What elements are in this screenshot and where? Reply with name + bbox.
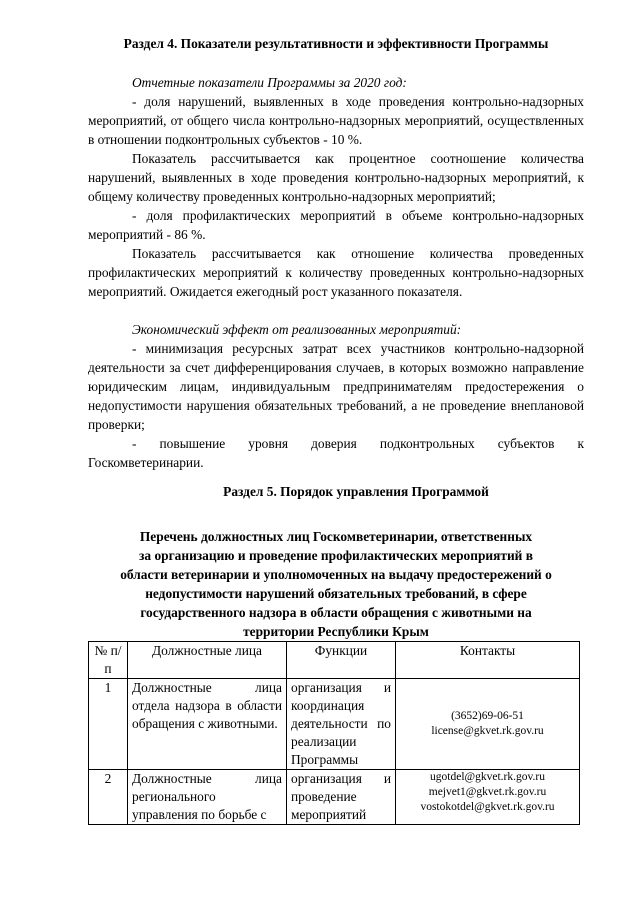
report-heading: Отчетные показатели Программы за 2020 год:	[132, 75, 407, 90]
paragraph-trust-increase: - повышение уровня доверия подконтрольных субъектов к Госкомветеринарии.	[88, 436, 584, 470]
row-persons: Должностные лица отдела надзора в области обращения с животными.	[128, 679, 287, 770]
row-number: 2	[89, 770, 128, 825]
row-functions: организация и проведение мероприятий	[287, 770, 396, 825]
heading-line: Перечень должностных лиц Госкомветеринарии, ответственных	[139, 529, 533, 544]
row-contacts	[396, 770, 580, 825]
section5-title: Раздел 5. Порядок управления Программой	[223, 484, 489, 499]
paragraph-violations-share: - доля нарушений, выявленных в ходе проведения контрольно-надзорных мероприятий, от общего числа контрольно-надзорных мероприятий, осуществленных в отношении подконтрольных субъектов - 10 %.	[88, 94, 584, 147]
row-number: 1	[89, 679, 128, 770]
document-page	[88, 34, 584, 825]
contact-email: license@gkvet.rk.gov.ru	[431, 725, 544, 737]
officials-list-heading	[88, 527, 584, 641]
row-contacts	[396, 679, 580, 770]
table-row	[89, 679, 580, 770]
paragraph-cost-minimization: - минимизация ресурсных затрат всех участников контрольно-надзорной деятельности за счет дифференцирования случаев, в которых возможно направление юридическим лицам, индивидуальным предпринимателям предостережения о недопустимости нарушения обязательных требований, а не проведение внеплановой проверки;	[88, 341, 584, 432]
section4-title: Раздел 4. Показатели результативности и эффективности Программы	[123, 36, 549, 51]
heading-line: недопустимости нарушений обязательных требований, в сфере	[145, 586, 527, 601]
header-functions: Функции	[287, 642, 396, 679]
contact-email: ugotdel@gkvet.rk.gov.ru	[430, 771, 545, 783]
heading-line: государственного надзора в области обращения с животными на	[140, 605, 532, 620]
table-header-row	[89, 642, 580, 679]
contact-phone: (3652)69-06-51	[451, 710, 524, 722]
heading-line: территории Республики Крым	[243, 624, 429, 639]
row-persons: Должностные лица регионального управления по борьбе с	[128, 770, 287, 825]
contact-email: vostokotdel@gkvet.rk.gov.ru	[420, 801, 555, 813]
paragraph-violations-calc: Показатель рассчитывается как процентное соотношение количества нарушений, выявленных в ходе проведения контрольно-надзорных мероприятий, к общему количеству проведенных контрольно-надзорных мероприятий;	[88, 151, 584, 204]
paragraph-preventive-share: - доля профилактических мероприятий в объеме контрольно-надзорных мероприятий - 86 %.	[88, 208, 584, 242]
header-persons: Должностные лица	[128, 642, 287, 679]
officials-table	[88, 641, 580, 825]
header-number: № п/п	[89, 642, 128, 679]
heading-line: за организацию и проведение профилактических мероприятий в	[139, 548, 533, 563]
paragraph-preventive-calc: Показатель рассчитывается как отношение количества проведенных профилактических мероприятий к количеству проведенных контрольно-надзорных мероприятий. Ожидается ежегодный рост указанного показателя.	[88, 246, 584, 299]
effect-heading: Экономический эффект от реализованных мероприятий:	[132, 322, 462, 337]
heading-line: области ветеринарии и уполномоченных на выдачу предостережений о	[120, 567, 552, 582]
row-functions: организация и координация деятельности по реализации Программы	[287, 679, 396, 770]
header-contacts: Контакты	[396, 642, 580, 679]
table-row	[89, 770, 580, 825]
contact-email: mejvet1@gkvet.rk.gov.ru	[428, 786, 547, 798]
